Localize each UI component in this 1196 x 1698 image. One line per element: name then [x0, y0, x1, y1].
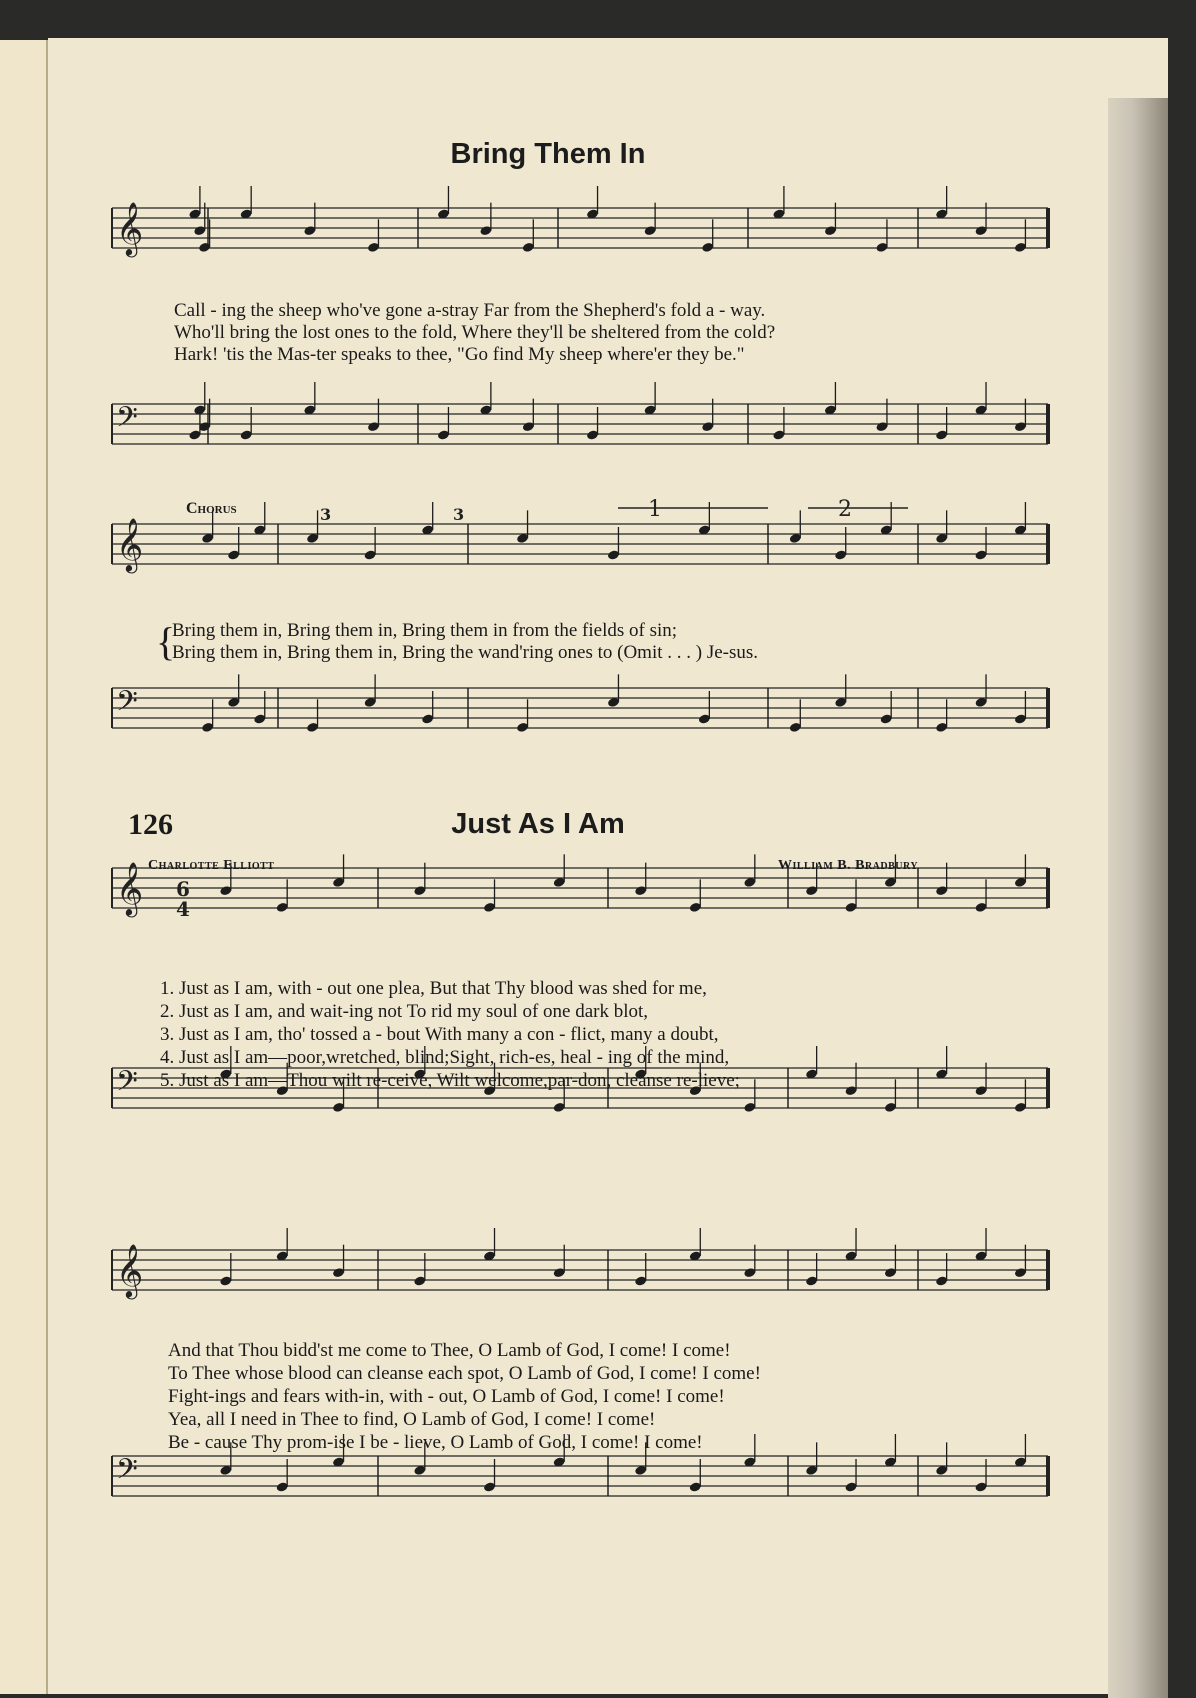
time-signature-top: 6	[176, 877, 190, 901]
left-page-edge	[0, 40, 48, 1694]
hymn2-verse-4-line-b: Yea, all I need in Thee to find, O Lamb of God, I come! I come!	[168, 1409, 656, 1430]
hymn2-author: Charlotte Elliott	[148, 858, 275, 873]
hymn2-verse-4-line-a: 4. Just as I am—poor,wretched, blind;Sight, rich-es, heal - ing of the mind,	[160, 1047, 730, 1068]
chorus-brace: {	[156, 619, 176, 664]
staff-system	[112, 1228, 1048, 1299]
chorus-line-1: Bring them in, Bring them in, Bring them in from the fields of sin;	[172, 620, 678, 641]
hymn2-verse-1-line-b: And that Thou bidd'st me come to Thee, O Lamb of God, I come! I come!	[168, 1340, 731, 1361]
chorus-label: Chorus	[186, 500, 237, 517]
treble-clef-icon: 𝄞	[116, 201, 144, 255]
treble-clef-icon: 𝄞	[116, 861, 144, 915]
staff-system	[112, 382, 1048, 444]
treble-clef-icon: 𝄞	[116, 1243, 144, 1297]
hymn2-verse-5-line-a: 5. Just as I am—Thou wilt re-ceive, Wilt welcome,par-don, cleanse re-lieve;	[160, 1070, 740, 1091]
time-signature-bottom: 4	[176, 897, 190, 921]
hymnal-page	[48, 38, 1168, 1694]
hymn2-composer: William B. Bradbury	[778, 858, 919, 873]
triplet-mark: 3	[453, 505, 465, 524]
hymn1-verse-line-2: Who'll bring the lost ones to the fold, Where they'll be sheltered from the cold?	[174, 322, 776, 343]
hymn2-verse-3-line-b: Fight-ings and fears with-in, with - out, O Lamb of God, I come! I come!	[168, 1386, 725, 1407]
second-ending-mark: 2	[838, 497, 852, 522]
chorus-line-2: Bring them in, Bring them in, Bring the wand'ring ones to (Omit . . . ) Je-sus.	[172, 642, 759, 663]
staff-system	[112, 674, 1048, 733]
hymn2-verse-1-line-a: 1. Just as I am, with - out one plea, But that Thy blood was shed for me,	[160, 978, 707, 999]
bass-clef-icon: 𝄢	[116, 1065, 138, 1105]
staff-system	[112, 502, 1048, 573]
hymn1-title: Bring Them In	[450, 138, 646, 170]
hymn1-verse-line-1: Call - ing the sheep who've gone a-stray Far from the Shepherd's fold a - way.	[174, 300, 766, 321]
first-ending-mark: 1	[648, 497, 662, 522]
hymn2-number: 126	[128, 808, 173, 841]
hymn2-verse-3-line-a: 3. Just as I am, tho' tossed a - bout With many a con - flict, many a doubt,	[160, 1024, 719, 1045]
bass-clef-icon: 𝄢	[116, 1453, 138, 1493]
bass-clef-icon: 𝄢	[116, 685, 138, 725]
hymn2-verse-2-line-a: 2. Just as I am, and wait-ing not To rid my soul of one dark blot,	[160, 1001, 649, 1022]
hymn1-verse-line-3: Hark! 'tis the Mas-ter speaks to thee, "Go find My sheep where'er they be."	[174, 344, 745, 365]
hymn2-verse-5-line-b: Be - cause Thy prom-ise I be - lieve, O Lamb of God, I come! I come!	[168, 1432, 703, 1453]
staff-system	[112, 186, 1048, 257]
hymn2-verse-2-line-b: To Thee whose blood can cleanse each spot, O Lamb of God, I come! I come!	[168, 1363, 761, 1384]
hymn2-title: Just As I Am	[451, 808, 625, 840]
bass-clef-icon: 𝄢	[116, 401, 138, 441]
triplet-mark: 3	[320, 505, 332, 524]
treble-clef-icon: 𝄞	[116, 517, 144, 571]
